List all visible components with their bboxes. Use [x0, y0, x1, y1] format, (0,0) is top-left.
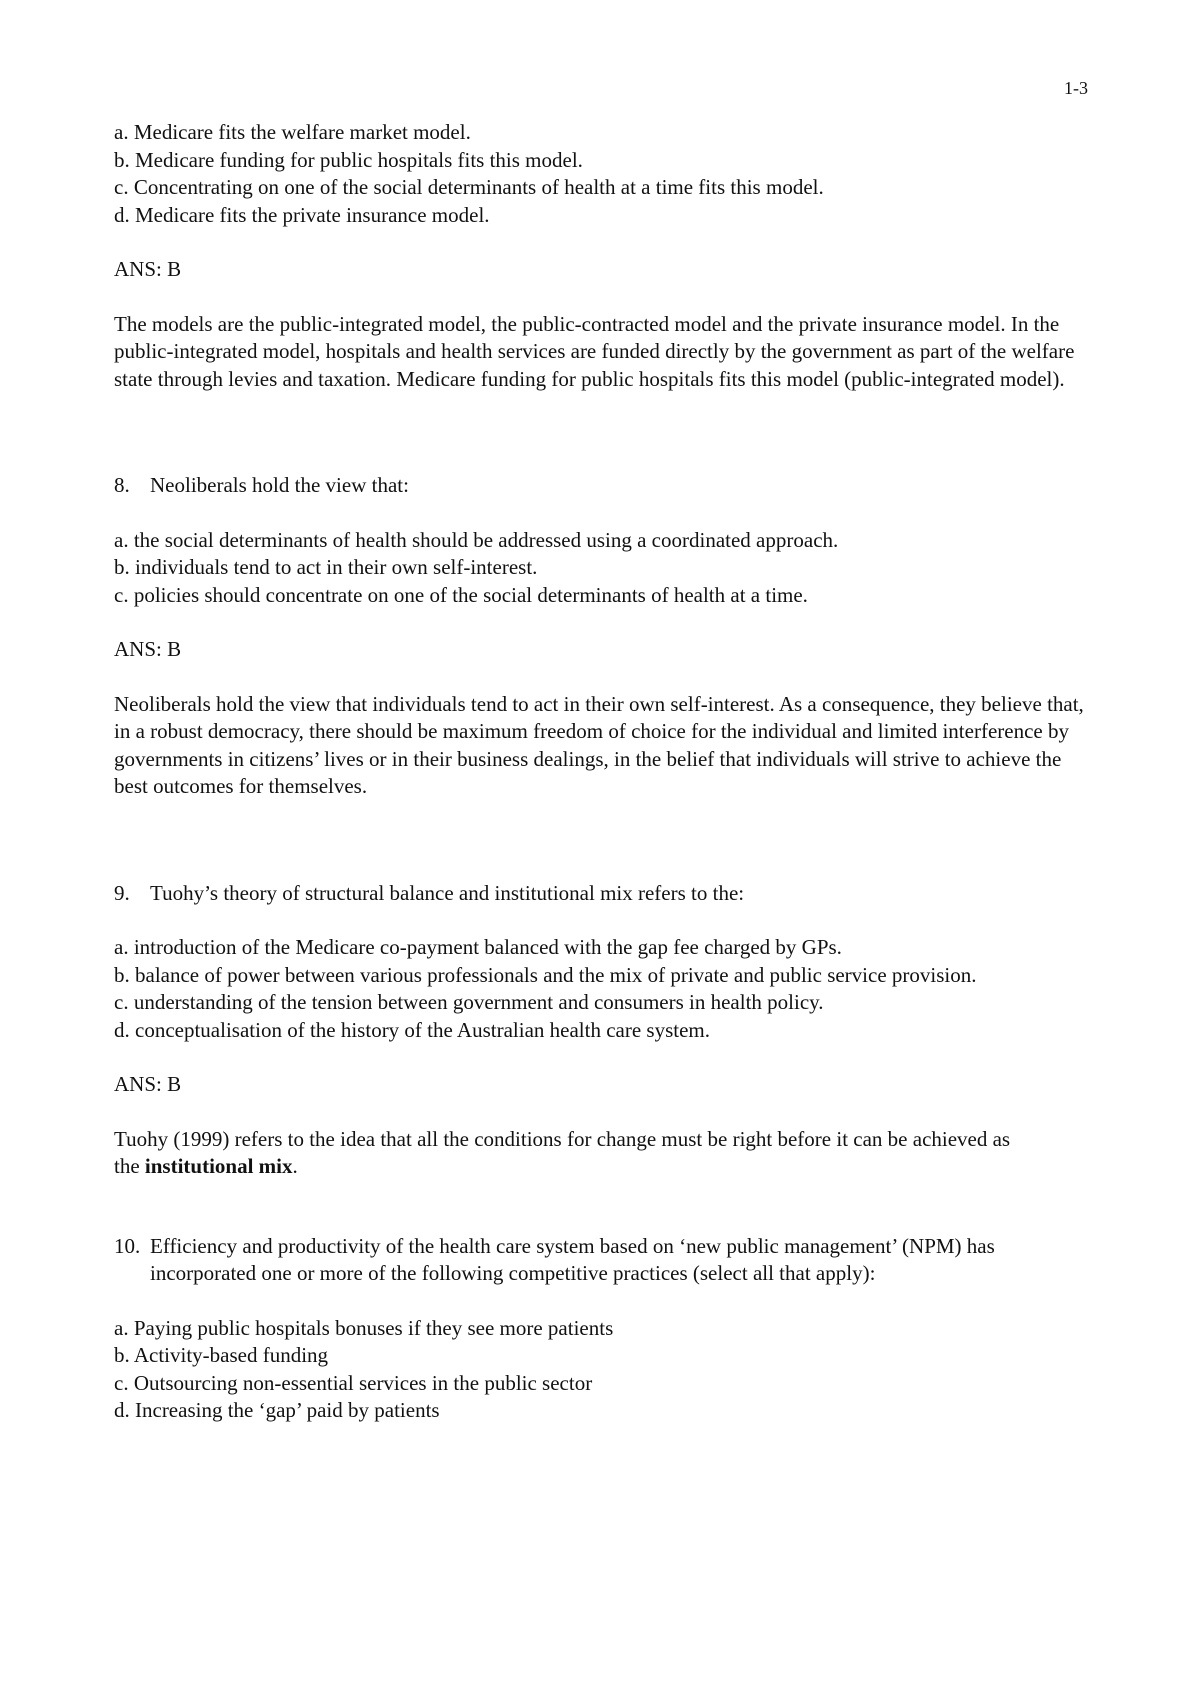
q9-stem-text: Tuohy’s theory of structural balance and institutional mix refers to the: [150, 880, 745, 905]
q10-stem-text: Efficiency and productivity of the health care system based on ‘new public management’ (NPM) has incorporated one or more of the following competitive practices (select all that apply): [150, 1233, 995, 1285]
q9-number: 9. [114, 880, 130, 905]
q7-option-a: a. Medicare fits the welfare market model. [114, 120, 471, 144]
q10-number: 10. [114, 1233, 141, 1258]
page-number: 1-3 [1064, 78, 1088, 98]
q10-option-a: a. Paying public hospitals bonuses if they see more patients [114, 1315, 614, 1340]
q9-option-a: a. introduction of the Medicare co-payment balanced with the gap fee charged by GPs. [114, 935, 842, 959]
q9-rationale-term: institutional mix [144, 1154, 293, 1178]
q8-option-b: b. individuals tend to act in their own self-interest. [114, 555, 538, 579]
q8-option-a: a. the social determinants of health should be addressed using a coordinated approach. [114, 527, 839, 552]
question-9 [114, 880, 1084, 1181]
q8-option-c: c. policies should concentrate on one of the social determinants of health at a time. [114, 582, 808, 607]
q8-number: 8. [114, 473, 130, 497]
q9-rationale-text: Tuohy (1999) refers to the idea that all the conditions for change must be right before it can be achieved as the [114, 1126, 1011, 1178]
q9-answer: ANS: B [114, 1072, 182, 1096]
q9-option-c: c. understanding of the tension between government and consumers in health policy. [114, 990, 824, 1014]
question-8 [114, 472, 1084, 801]
q9-rationale [114, 1126, 1014, 1181]
q7-answer: ANS: B [114, 257, 182, 281]
q7-option-d: d. Medicare fits the private insurance model. [114, 202, 490, 227]
q9-option-d: d. conceptualisation of the history of the Australian health care system. [114, 1017, 710, 1042]
q7-option-b: b. Medicare funding for public hospitals fits this model. [114, 147, 583, 172]
q8-stem-text: Neoliberals hold the view that: [150, 473, 409, 497]
q10-option-b: b. Activity-based funding [114, 1343, 329, 1367]
q9-option-b: b. balance of power between various professionals and the mix of private and public service provision. [114, 962, 977, 987]
q8-stem [114, 472, 1050, 500]
q7-rationale: The models are the public-integrated model, the public-contracted model and the private insurance model. In the public-integrated model, hospitals and health services are funded directly by the government as part of the welfare state through levies and taxation. Medicare funding for public hospitals fits this model (public-integrated model). [114, 311, 1075, 391]
q9-stem [114, 880, 1050, 908]
q8-rationale: Neoliberals hold the view that individuals tend to act in their own self-interest. As a consequence, they believe that, in a robust democracy, there should be maximum freedom of choice for the individual and limited interference by governments in citizens’ lives or in their business dealings, in the belief that individuals will strive to achieve the best outcomes for themselves. [114, 691, 1084, 798]
question-10 [114, 1233, 1084, 1425]
q9-rationale-end: . [292, 1154, 298, 1178]
q10-option-d: d. Increasing the ‘gap’ paid by patients [114, 1398, 440, 1422]
document-body [114, 119, 1084, 1425]
q10-option-c: c. Outsourcing non-essential services in the public sector [114, 1370, 593, 1395]
q8-answer: ANS: B [114, 637, 182, 661]
q7-option-c: c. Concentrating on one of the social determinants of health at a time fits this model. [114, 175, 824, 199]
q10-stem [114, 1233, 1060, 1288]
question-7 [114, 119, 1084, 393]
